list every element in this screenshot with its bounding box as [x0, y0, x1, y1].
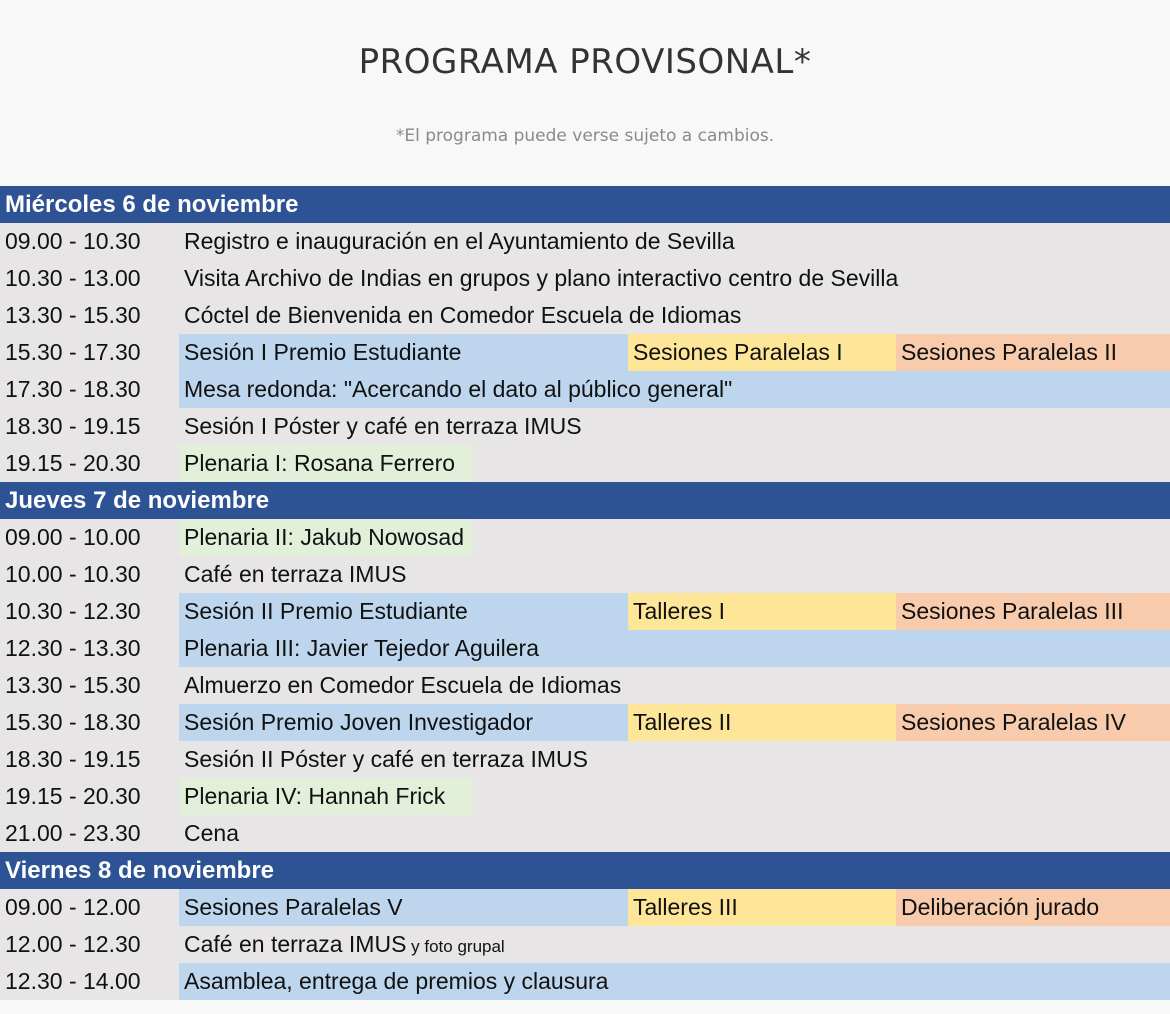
row-time: 10.30 - 12.30: [5, 598, 141, 624]
row-time: 15.30 - 18.30: [5, 709, 141, 735]
row-time: 15.30 - 17.30: [5, 339, 141, 365]
row-activity-workshop: Talleres I: [628, 593, 896, 630]
row-time: 19.15 - 20.30: [5, 783, 141, 809]
row-activity-main: Café en terraza IMUS: [184, 931, 407, 957]
row-activity: Cóctel de Bienvenida en Comedor Escuela de Idiomas: [184, 302, 742, 328]
page-subtitle: *El programa puede verse sujeto a cambios.: [395, 126, 775, 146]
row-time: 18.30 - 19.15: [5, 413, 141, 439]
schedule-row: [0, 741, 1170, 778]
row-activity-note: y foto grupal: [406, 937, 505, 956]
page-title: PROGRAMA PROVISONAL*: [358, 42, 812, 82]
schedule-row: [0, 371, 1170, 408]
row-activity-plenary: Plenaria I: Rosana Ferrero: [179, 445, 473, 482]
schedule-row: [0, 963, 1170, 1000]
row-time: 09.00 - 12.00: [5, 894, 141, 920]
row-activity-jury: Deliberación jurado: [896, 889, 1170, 926]
schedule-row: [0, 778, 1170, 815]
row-activity-plenary: Plenaria IV: Hannah Frick: [179, 778, 473, 815]
schedule-row: [0, 260, 1170, 297]
row-time: 21.00 - 23.30: [5, 820, 141, 846]
page-header: [0, 0, 1170, 186]
day-header-jueves: Jueves 7 de noviembre: [0, 482, 1170, 519]
bottom-spacer: [0, 1000, 1170, 1014]
row-activity: [179, 926, 1170, 963]
schedule-row: [0, 667, 1170, 704]
row-activity-workshop: Talleres II: [628, 704, 896, 741]
row-time: 19.15 - 20.30: [5, 450, 141, 476]
row-time: 10.00 - 10.30: [5, 561, 141, 587]
row-activity-plenary: Plenaria II: Jakub Nowosad: [179, 519, 473, 556]
row-time: 09.00 - 10.00: [5, 524, 141, 550]
row-time: 17.30 - 18.30: [5, 376, 141, 402]
schedule-row: [0, 297, 1170, 334]
row-activity-student-session: Sesión II Premio Estudiante: [179, 593, 628, 630]
schedule-row: [0, 223, 1170, 260]
day-header-viernes: Viernes 8 de noviembre: [0, 852, 1170, 889]
schedule-row: [0, 408, 1170, 445]
row-activity-parallel-track: Sesiones Paralelas IV: [896, 704, 1170, 741]
row-activity: Mesa redonda: "Acercando el dato al público general": [179, 371, 1170, 408]
schedule-row: [0, 704, 1170, 741]
schedule-row: [0, 630, 1170, 667]
row-activity: Sesión II Póster y café en terraza IMUS: [184, 746, 588, 772]
schedule-row: [0, 593, 1170, 630]
row-activity-parallel-track: Sesiones Paralelas II: [896, 334, 1170, 371]
row-activity: Cena: [184, 820, 239, 846]
row-activity: Café en terraza IMUS: [184, 561, 407, 587]
day-header-miercoles: Miércoles 6 de noviembre: [0, 186, 1170, 223]
row-time: 09.00 - 10.30: [5, 228, 141, 254]
row-time: 12.00 - 12.30: [5, 931, 141, 957]
row-activity: Almuerzo en Comedor Escuela de Idiomas: [184, 672, 622, 698]
schedule-row: [0, 334, 1170, 371]
schedule-row: [0, 889, 1170, 926]
row-time: 12.30 - 14.00: [5, 968, 141, 994]
row-activity: Plenaria III: Javier Tejedor Aguilera: [179, 630, 1170, 667]
schedule-row: [0, 815, 1170, 852]
schedule-table: [0, 186, 1170, 1014]
row-time: 18.30 - 19.15: [5, 746, 141, 772]
row-time: 12.30 - 13.30: [5, 635, 141, 661]
row-activity-parallel-session: Sesiones Paralelas V: [179, 889, 628, 926]
row-activity-parallel-track: Sesiones Paralelas III: [896, 593, 1170, 630]
row-activity-parallel-track: Sesiones Paralelas I: [628, 334, 896, 371]
row-activity-young-researcher-session: Sesión Premio Joven Investigador: [179, 704, 628, 741]
schedule-row: [0, 445, 1170, 482]
row-time: 10.30 - 13.00: [5, 265, 141, 291]
row-activity: Asamblea, entrega de premios y clausura: [179, 963, 1170, 1000]
row-activity: Registro e inauguración en el Ayuntamiento de Sevilla: [184, 228, 735, 254]
row-activity-student-session: Sesión I Premio Estudiante: [179, 334, 628, 371]
schedule-row: [0, 519, 1170, 556]
row-activity: Sesión I Póster y café en terraza IMUS: [184, 413, 582, 439]
row-time: 13.30 - 15.30: [5, 672, 141, 698]
schedule-row: [0, 556, 1170, 593]
schedule-row: [0, 926, 1170, 963]
row-activity-workshop: Talleres III: [628, 889, 896, 926]
row-time: 13.30 - 15.30: [5, 302, 141, 328]
row-activity: Visita Archivo de Indias en grupos y plano interactivo centro de Sevilla: [184, 265, 899, 291]
